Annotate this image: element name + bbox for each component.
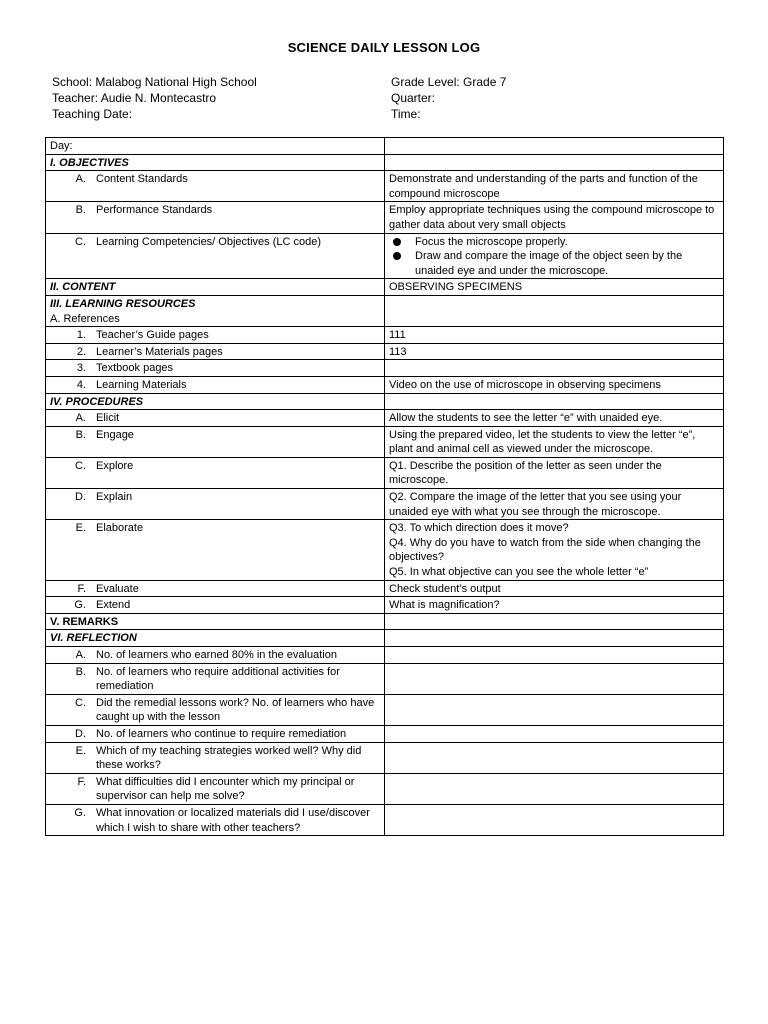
objective-a-label: Content Standards: [96, 173, 188, 186]
resource-3-label: Textbook pages: [96, 362, 174, 375]
procedure-engage-label: Engage: [96, 428, 134, 441]
objective-b-label-cell: [46, 202, 385, 233]
procedure-extend-label-cell: [46, 597, 385, 614]
document-title: SCIENCE DAILY LESSON LOG: [287, 40, 481, 55]
resources-value-cell: [385, 295, 724, 326]
procedure-elaborate-value-cell: [385, 520, 724, 580]
reflection-c-marker: C.: [75, 696, 86, 709]
reflection-b-label-cell: [46, 663, 385, 694]
reflection-heading-cell: [46, 630, 385, 647]
procedure-explain-marker: D.: [75, 491, 86, 504]
resource-1-value-cell: [385, 327, 724, 344]
reflection-c-label-cell: [46, 694, 385, 725]
reflection-b-value-cell: [385, 663, 724, 694]
objectives-heading-cell: [46, 154, 385, 171]
resource-2-row: [46, 343, 724, 360]
reflection-b-item: [50, 665, 380, 694]
procedure-extend-item: [50, 598, 380, 613]
reflection-f-label-cell: [46, 773, 385, 804]
remarks-heading: V. REMARKS: [50, 615, 119, 628]
bullet-dot-icon: [393, 238, 401, 246]
header-left: [52, 74, 257, 122]
objective-a-item: [50, 172, 380, 187]
procedures-heading-value-cell: [385, 393, 724, 410]
resource-2-label: Learner’s Materials pages: [96, 345, 223, 358]
resource-3-row: [46, 360, 724, 377]
resource-4-marker: 4.: [76, 378, 86, 391]
procedure-extend-label: Extend: [96, 599, 131, 612]
objective-b-value-cell: [385, 202, 724, 233]
content-heading-value-cell: [385, 279, 724, 296]
procedure-explore-row: [46, 457, 724, 488]
resource-2-value-cell: [385, 343, 724, 360]
procedure-engage-row: [46, 426, 724, 457]
procedure-elicit-label-cell: [46, 410, 385, 427]
procedure-elicit-marker: A.: [75, 412, 86, 425]
reflection-f-row: [46, 773, 724, 804]
resource-2-value: 113: [389, 345, 407, 358]
objective-b-label: Performance Standards: [96, 204, 213, 217]
remarks-heading-cell: [46, 613, 385, 630]
procedure-elaborate-label: Elaborate: [96, 522, 144, 535]
reflection-e-item: [50, 744, 380, 773]
school-field: School: Malabog National High School: [52, 75, 257, 89]
procedure-elicit-row: [46, 410, 724, 427]
procedure-explain-label: Explain: [96, 491, 133, 504]
objective-bullet: [389, 235, 719, 250]
resource-3-value-cell: [385, 360, 724, 377]
procedure-evaluate-item: [50, 582, 380, 597]
objectives-heading-value-cell: [385, 154, 724, 171]
reflection-g-row: [46, 804, 724, 835]
reflection-e-value-cell: [385, 742, 724, 773]
procedures-heading-cell: [46, 393, 385, 410]
objectives-heading-row: [46, 154, 724, 171]
procedure-evaluate-label-cell: [46, 580, 385, 597]
procedure-explain-label-cell: [46, 489, 385, 520]
resource-4-value: Video on the use of microscope in observing specimens: [389, 378, 661, 391]
resources-heading-row: [46, 295, 724, 326]
procedure-elicit-item: [50, 411, 380, 426]
bullet-dot-icon: [393, 252, 401, 260]
resource-1-row: [46, 327, 724, 344]
procedures-heading: IV. PROCEDURES: [50, 395, 144, 408]
resource-1-value: 111: [389, 329, 406, 342]
resource-3-item: [50, 361, 380, 376]
procedure-elaborate-label-cell: [46, 520, 385, 580]
objective-a-marker: A.: [75, 173, 86, 186]
reflection-f-item: [50, 775, 380, 804]
objective-c-value-cell: [385, 233, 724, 279]
procedure-elicit-label: Elicit: [96, 412, 120, 425]
reflection-e-row: [46, 742, 724, 773]
reflection-b-marker: B.: [75, 665, 86, 678]
reflection-f-value-cell: [385, 773, 724, 804]
resource-4-label: Learning Materials: [96, 378, 187, 391]
reflection-a-label-cell: [46, 647, 385, 664]
reflection-f-marker: F.: [77, 775, 86, 788]
resource-2-marker: 2.: [76, 345, 86, 358]
reflection-a-marker: A.: [75, 649, 86, 661]
reflection-d-item: [50, 727, 380, 742]
reflection-c-value-cell: [385, 694, 724, 725]
header-right: [391, 74, 506, 122]
content-heading-value: OBSERVING SPECIMENS: [389, 281, 523, 294]
reflection-c-item: [50, 696, 380, 725]
procedure-explain-value: Q2. Compare the image of the letter that you see using your unaided eye with what you see through the microscope.: [389, 491, 682, 518]
objective-a-value-cell: [385, 171, 724, 202]
quarter-field: Quarter:: [391, 91, 436, 105]
procedure-evaluate-marker: F.: [77, 582, 86, 595]
resources-heading-cell: [46, 295, 385, 326]
remarks-heading-value-cell: [385, 613, 724, 630]
reflection-f-label: What difficulties did I encounter which my principal or supervisor can help me solve?: [96, 775, 355, 803]
reflection-e-label-cell: [46, 742, 385, 773]
objective-bullet-text: Draw and compare the image of the object seen by the unaided eye and under the microscope.: [415, 250, 683, 277]
objective-c-label: Learning Competencies/ Objectives (LC code): [96, 235, 322, 248]
reflection-b-label: No. of learners who require additional activities for remediation: [96, 665, 340, 693]
references-subheading: A. References: [50, 312, 120, 325]
objective-c-marker: C.: [75, 235, 86, 248]
objective-b-marker: B.: [75, 204, 86, 217]
reflection-g-item: [50, 806, 380, 835]
time-field: Time:: [391, 107, 421, 121]
remarks-heading-row: [46, 613, 724, 630]
content-heading-cell: [46, 279, 385, 296]
lesson-log-table-body: [46, 138, 724, 836]
reflection-heading-row: [46, 630, 724, 647]
procedure-engage-value-cell: [385, 426, 724, 457]
reflection-heading-value-cell: [385, 630, 724, 647]
procedure-elicit-value: Allow the students to see the letter “e” with unaided eye.: [389, 412, 663, 425]
procedure-engage-label-cell: [46, 426, 385, 457]
procedure-elaborate-value: Q3. To which direction does it move? Q4. Why do you have to watch from the side when changing the objectives? Q5. In what objective can you see the whole letter “e”: [389, 522, 701, 579]
reflection-g-value-cell: [385, 804, 724, 835]
resource-4-row: [46, 376, 724, 393]
resource-1-item: [50, 328, 380, 343]
reflection-c-row: [46, 694, 724, 725]
procedure-evaluate-label: Evaluate: [96, 582, 139, 595]
procedure-explore-value: Q1. Describe the position of the letter as seen under the microscope.: [389, 459, 662, 487]
procedure-explain-item: [50, 490, 380, 505]
objectives-heading: I. OBJECTIVES: [50, 156, 129, 169]
procedure-explain-value-cell: [385, 489, 724, 520]
resource-3-marker: 3.: [76, 362, 86, 375]
resource-4-label-cell: [46, 376, 385, 393]
procedure-evaluate-value-cell: [385, 580, 724, 597]
objective-b-value: Employ appropriate techniques using the compound microscope to gather data about very small objects: [389, 204, 715, 231]
objective-a-value: Demonstrate and understanding of the parts and function of the compound microscope: [389, 173, 698, 200]
procedure-explore-value-cell: [385, 457, 724, 488]
objective-b-row: [46, 202, 724, 233]
objective-bullet: [389, 249, 719, 278]
procedure-engage-item: [50, 428, 380, 443]
procedure-extend-value-cell: [385, 597, 724, 614]
procedure-evaluate-value: Check student’s output: [389, 582, 501, 595]
resource-4-item: [50, 378, 380, 393]
reflection-d-label-cell: [46, 725, 385, 742]
reflection-d-value-cell: [385, 725, 724, 742]
objective-a-label-cell: [46, 171, 385, 202]
procedure-explore-label: Explore: [96, 459, 134, 472]
resource-1-label-cell: [46, 327, 385, 344]
procedure-extend-value: What is magnification?: [389, 599, 500, 612]
objective-bullet-text: Focus the microscope properly.: [415, 235, 568, 248]
procedure-engage-marker: B.: [75, 428, 86, 441]
procedure-evaluate-row: [46, 580, 724, 597]
reflection-a-label: No. of learners who earned 80% in the evaluation: [96, 649, 337, 661]
day-row: [46, 138, 724, 155]
resource-1-marker: 1.: [76, 329, 86, 342]
resource-1-label: Teacher’s Guide pages: [96, 329, 209, 342]
objective-c-row: [46, 233, 724, 279]
grade-level-field: Grade Level: Grade 7: [391, 75, 507, 89]
reflection-b-row: [46, 663, 724, 694]
reflection-g-marker: G.: [74, 806, 86, 819]
reflection-heading: VI. REFLECTION: [50, 632, 137, 645]
objective-c-item: [50, 235, 380, 250]
resource-2-label-cell: [46, 343, 385, 360]
objective-c-label-cell: [46, 233, 385, 279]
procedure-explore-item: [50, 459, 380, 474]
procedure-elicit-value-cell: [385, 410, 724, 427]
lesson-log-table: [45, 137, 724, 836]
reflection-d-label: No. of learners who continue to require remediation: [96, 727, 347, 740]
resources-heading: III. LEARNING RESOURCES: [50, 297, 196, 310]
content-heading: II. CONTENT: [50, 281, 116, 294]
procedure-explain-row: [46, 489, 724, 520]
reflection-e-marker: E.: [75, 744, 86, 757]
resource-4-value-cell: [385, 376, 724, 393]
reflection-a-row: [46, 647, 724, 664]
procedure-elaborate-item: [50, 521, 380, 536]
day-label: Day:: [50, 140, 73, 152]
teacher-field: Teacher: Audie N. Montecastro: [52, 91, 217, 105]
procedures-heading-row: [46, 393, 724, 410]
procedure-engage-value: Using the prepared video, let the students to view the letter “e”, plant and animal cell as viewed under the microscope.: [389, 428, 696, 456]
procedure-elaborate-marker: E.: [75, 522, 86, 535]
objective-b-item: [50, 203, 380, 218]
resource-3-label-cell: [46, 360, 385, 377]
day-cell: [46, 138, 385, 155]
day-value-cell: [385, 138, 724, 155]
procedure-extend-marker: G.: [74, 599, 86, 612]
procedure-elaborate-row: [46, 520, 724, 580]
procedure-explore-label-cell: [46, 457, 385, 488]
reflection-d-row: [46, 725, 724, 742]
reflection-e-label: Which of my teaching strategies worked well? Why did these works?: [96, 744, 362, 772]
reflection-g-label-cell: [46, 804, 385, 835]
reflection-c-label: Did the remedial lessons work? No. of learners who have caught up with the lesson: [96, 696, 375, 724]
reflection-a-item: [50, 648, 380, 663]
teaching-date-field: Teaching Date:: [52, 107, 133, 121]
reflection-d-marker: D.: [75, 727, 86, 740]
objective-a-row: [46, 171, 724, 202]
procedure-explore-marker: C.: [75, 459, 86, 472]
procedure-extend-row: [46, 597, 724, 614]
resource-2-item: [50, 345, 380, 360]
reflection-a-value-cell: [385, 647, 724, 664]
reflection-g-label: What innovation or localized materials did I use/discover which I wish to share with other teachers?: [96, 806, 370, 834]
content-heading-row: [46, 279, 724, 296]
